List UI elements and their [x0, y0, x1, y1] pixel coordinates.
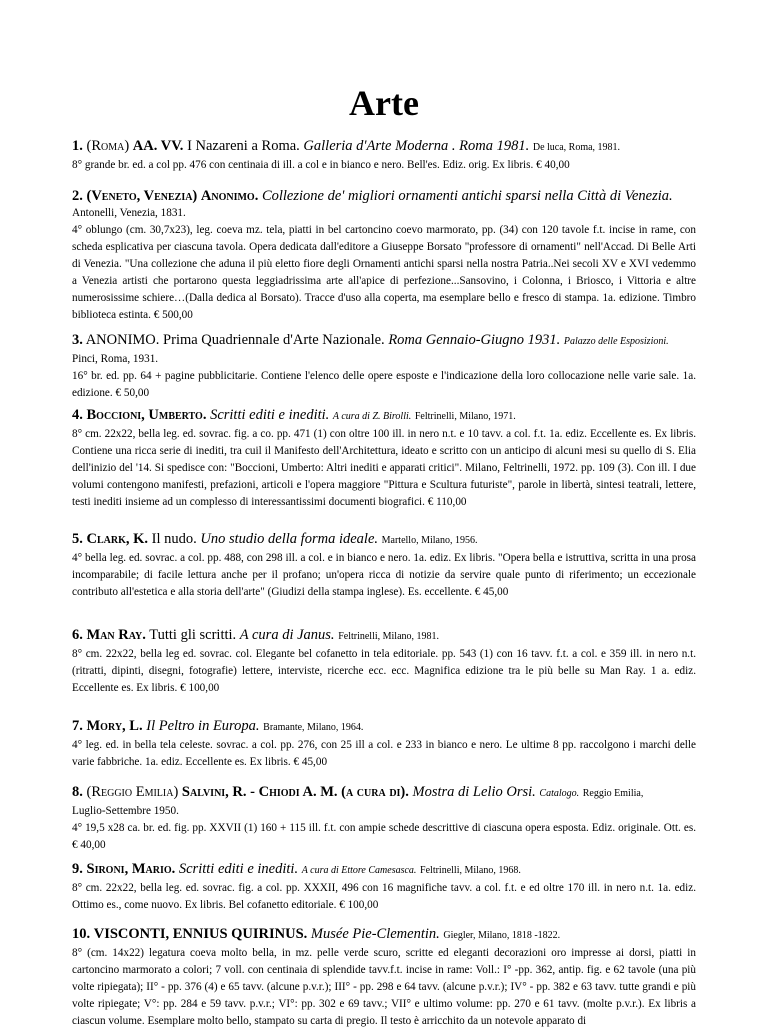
entry-title: Tutti gli scritti. — [149, 627, 237, 643]
catalog-entry-4 — [72, 406, 696, 511]
entry-publisher: Martello, Milano, 1956. — [381, 535, 478, 546]
entry-number: 10. — [72, 926, 91, 942]
entry-publisher: Giegler, Milano, 1818 -1822. — [443, 930, 561, 941]
entry-subtitle: Roma Gennaio-Giugno 1931. — [388, 332, 561, 348]
catalog-entry-3 — [72, 331, 696, 402]
entry-title: Scritti editi e inediti. — [178, 861, 299, 877]
entry-description: 8° cm. 22x22, bella leg ed. sovrac. col. Elegante bel cofanetto in tela editoriale. pp. 543 (1) con 16 tavv. f.t. a col. e 359 ill. in nero n.t.(ritratti, dipinti, disegni, fotografie) lettere, interviste, ricerche ecc. ecc. Magnifica edizione tra le più belle su Man Ray. 1 a. ediz. Eccellente es. Ex libris. € 100,00 — [72, 648, 696, 694]
entry-description: 8° cm. 22x22, bella leg. ed. sovrac. fig. a col. pp. XXXII, 496 con 16 magnifiche tavv. a col. f.t. e ed oltre 170 ill. in nero n.t. 1a. ediz. Ottimo es., come nuovo. Ex libris. Bel cofanetto editoriale. € 100,00 — [72, 882, 696, 911]
entry-number: 7. — [72, 718, 83, 734]
entry-description: 4° oblungo (cm. 30,7x23), leg. coeva mz. tela, piatti in bel cartoncino coevo marmorato, pp. (34) con 120 tavole f.t. incise in rame, con scheda esplicativa per ciascuna tavola. Opera dedicata dall'editore a Giuseppe Borsato "professore di ornamenti" nell'Accad. Di Belle Arti di Venezia. "Una collezione che aduna il più eletto fiore degli Ornamenti antichi sparsi nella nostra Patria..Nei secoli XV e XVI vedemmo a Venezia artisti che portarono questa leggiadrissima arte all'apice di perfezione...Sansovino, i Colonna, i Briosco, i Vittoria e altre numerosissime schiere…(Dalla dedica al Borsato). Tracce d'uso alla coperta, ma esemplare bello e fresco di stampa. 1a. edizione. Timbro biblioteca estinta. € 500,00 — [72, 224, 696, 321]
entry-heading — [72, 626, 696, 646]
entry-author: AA. VV. — [132, 138, 184, 154]
entry-author: VISCONTI, ENNIUS QUIRINUS. — [93, 926, 308, 942]
catalog-entry-6 — [72, 626, 696, 697]
entry-publisher: Feltrinelli, Milano, 1968. — [420, 865, 521, 876]
entry-heading — [72, 530, 696, 550]
entry-number: 3. — [72, 332, 83, 348]
entry-heading — [72, 331, 696, 351]
entry-heading — [72, 925, 696, 945]
entry-heading — [72, 717, 696, 737]
entry-number: 4. — [72, 407, 83, 423]
entry-author: Clark, K. — [86, 531, 149, 547]
catalog-entry-2 — [72, 187, 696, 324]
entry-subtitle: A cura di Janus. — [239, 627, 335, 643]
entry-note: Catalogo. — [539, 788, 580, 799]
entry-title: Prima Quadriennale d'Arte Nazionale. — [163, 332, 385, 348]
entry-note: Palazzo delle Esposizioni. — [563, 336, 669, 347]
entry-location: (Reggio Emilia) — [86, 784, 179, 800]
entry-author: Salvini, R. - Chiodi A. M. (a cura di). — [181, 784, 409, 800]
entry-subtitle: Uno studio della forma ideale. — [200, 531, 379, 547]
catalog-entry-5 — [72, 530, 696, 601]
entry-description: 4° 19,5 x28 ca. br. ed. fig. pp. XXVII (1) 160 + 115 ill. f.t. con ampie schede descrittive di ciascuna opera esposta. Ediz. originale. Ott. es. € 40,00 — [72, 822, 696, 851]
entry-publisher: Feltrinelli, Milano, 1981. — [338, 631, 440, 642]
catalog-entry-8 — [72, 783, 696, 854]
entry-number: 9. — [72, 861, 83, 877]
entry-heading — [72, 783, 696, 803]
entry-title: Scritti editi e inediti. — [210, 407, 330, 423]
entry-publisher: Pinci, Roma, 1931. — [72, 353, 159, 365]
entry-heading — [72, 860, 696, 880]
entry-title: Collezione de' migliori ornamenti antichi sparsi nella Città di Venezia. — [261, 188, 673, 204]
entry-description: 8° (cm. 14x22) legatura coeva molto bella, in mz. pelle verde scuro, scritte ed eleganti decorazioni oro impresse ai dorsi, piatti in cartoncino marmorato a colori; 7 voll. con centinaia di splendide tavv.f.t. incise in rame: Voll.: I° -pp. 362, antip. fig. e 62 tavole (una più volte ripiegata); II° - pp. 376 (4) e 65 tavv. (alcune p.v.r.); III° - pp. 298 e 64 tavv. (alcune p.v.r.); IV° - pp. 382 e 63 tavv. tutte grandi e più volte ripiegate; V°: pp. 284 e 59 tavv. p.v.r.; VI°: pp. 302 e 69 tavv.; VII° e ultimo volume: pp. 270 e 61 tavv. (molte p.v.r.). Ex libris a ciascun volume. Esemplare molto bello, stampato su carta di pregio. Il testo è arricchito da un notevole apparato di — [72, 947, 696, 1027]
page-title: Arte — [349, 83, 419, 123]
entry-heading — [72, 187, 696, 205]
entry-title: Il Peltro in Europa. — [146, 718, 260, 734]
entry-number: 5. — [72, 531, 83, 547]
entry-note: A cura di Ettore Camesasca. — [301, 865, 417, 876]
entry-location: (Veneto, Venezia) — [86, 188, 198, 204]
catalog-entry-1 — [72, 137, 696, 174]
entry-publisher: Reggio Emilia, — [582, 788, 644, 799]
entry-number: 8. — [72, 784, 83, 800]
entry-number: 6. — [72, 627, 83, 643]
entry-heading — [72, 137, 696, 157]
entry-description: 4° bella leg. ed. sovrac. a col. pp. 488, con 298 ill. a col. e in bianco e nero. 1a. ediz. Ex libris. "Opera bella e istruttiva, scritta in una prosa incomparabile; di facile lettura anche per il profano; un'opera ricca di notizie da servire quale punto di riferimento; un eccezionale contributo all'estetica e alla storia dell'arte" (Giudizi della stampa inglese). Es. eccellente. € 45,00 — [72, 552, 696, 598]
entry-number: 1. — [72, 138, 83, 154]
entry-description: 4° leg. ed. in bella tela celeste. sovrac. a col. pp. 276, con 25 ill a col. e 233 in bianco e nero. Le ultime 8 pp. raccolgono i marchi delle varie fabbriche. 1a. ediz. Eccellente es. Ex libris. € 45,00 — [72, 739, 696, 768]
entry-description: 16° br. ed. pp. 64 + pagine pubblicitarie. Contiene l'elenco delle opere esposte e l'indicazione della loro collocazione nelle varie sale. 1a. edizione. € 50,00 — [72, 370, 696, 399]
entry-note: A cura di Z. Birolli. — [332, 411, 412, 422]
entry-number: 2. — [72, 188, 83, 204]
entry-author: Boccioni, Umberto. — [86, 407, 207, 423]
entry-title: Musée Pie-Clementin. — [310, 926, 440, 942]
entry-publisher: Antonelli, Venezia, 1831. — [72, 207, 186, 219]
entry-title: Il nudo. — [151, 531, 197, 547]
entry-author: Anonimo. — [200, 188, 259, 204]
entry-location: (Roma) — [86, 138, 130, 154]
entry-heading — [72, 406, 696, 426]
catalog-entry-7 — [72, 717, 696, 771]
entry-publisher: Feltrinelli, Milano, 1971. — [414, 411, 516, 422]
entry-author: Man Ray. — [86, 627, 146, 643]
entry-title: Mostra di Lelio Orsi. — [412, 784, 536, 800]
entry-description: 8° cm. 22x22, bella leg. ed. sovrac. fig. a co. pp. 471 (1) con oltre 100 ill. in nero n.t. e 10 tavv. a col. f.t. 1a. ediz. Eccellente es. Ex libris. Contiene una ricca serie di inediti, tra cuil il Manifesto dell'Architettura, ideato e scritto con un anticipo di alcuni mesi su quello di S. Elia dell'inizio del '14. Si spedisce con: "Boccioni, Umberto: Altri inediti e apparati critici". Milano, Feltrinelli, 1972. pp. 109 (3). Con ill. I due volumi contengono manifesti, prefazioni, articoli e l'opera maggiore "Pittura e Scultura futuriste", parole in libertà, sintesi teatrali, lettere, testi inediti insieme ad un complesso di interessantissimi documenti biografici. € 110,00 — [72, 428, 696, 508]
entry-publisher-date: Luglio-Settembre 1950. — [72, 805, 179, 817]
entry-author: Sironi, Mario. — [86, 861, 176, 877]
entry-description: 8° grande br. ed. a col pp. 476 con centinaia di ill. a col e in bianco e nero. Bell'es. Ediz. orig. Ex libris. € 40,00 — [72, 159, 570, 171]
entry-publisher: Bramante, Milano, 1964. — [263, 722, 364, 733]
entry-title: I Nazareni a Roma. — [187, 138, 300, 154]
entry-subtitle: Galleria d'Arte Moderna . Roma 1981. — [303, 138, 530, 154]
entry-publisher: De luca, Roma, 1981. — [532, 142, 621, 153]
entry-author: Mory, L. — [86, 718, 143, 734]
entry-author: ANONIMO. — [85, 332, 160, 348]
catalog-entry-9 — [72, 860, 696, 914]
catalog-entry-10 — [72, 925, 696, 1030]
